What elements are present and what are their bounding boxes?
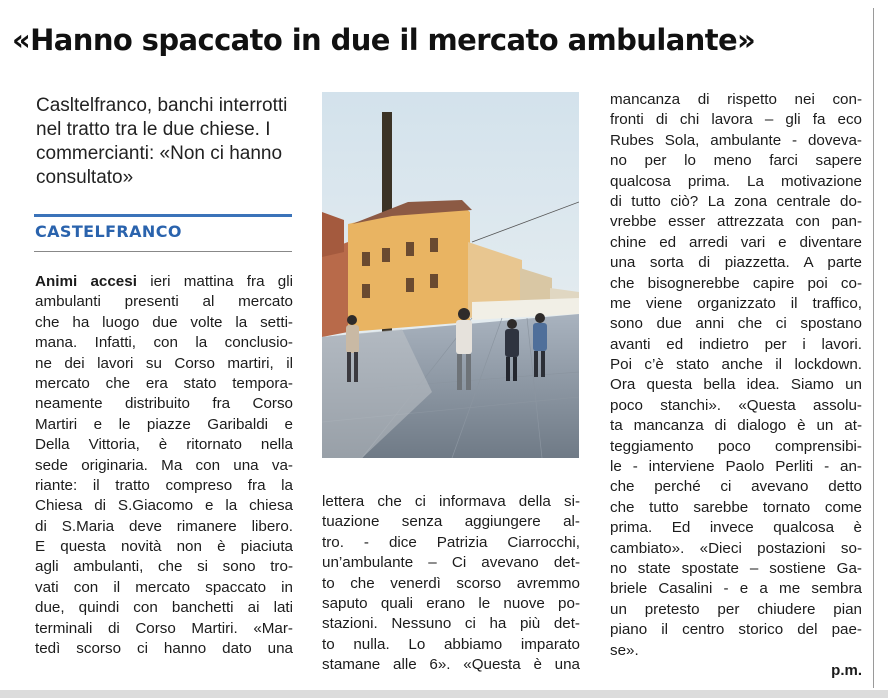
column-2-line: stazioni. Nessuno ci ha più det-: [322, 615, 580, 633]
column-3-line: cambiato». «Dieci postazioni so-: [610, 539, 862, 557]
column-1-line: due, quindi con banchetti ai lati: [35, 599, 293, 617]
column-1-line: mercato che era stato tempora-: [35, 374, 293, 392]
column-2-line: tro. - dice Patrizia Ciarrocchi,: [322, 533, 580, 551]
column-3-line: una sorta di piazzetta. A parte: [610, 254, 862, 272]
column-1-line: tedì scorso ci hanno dato una: [35, 640, 293, 658]
kicker-top-rule: [34, 214, 292, 217]
author-signature: p.m.: [831, 662, 862, 679]
column-3-line: Ora questa bella idea. Siamo un: [610, 376, 862, 394]
column-3-line: le - interviene Paolo Perliti - an-: [610, 458, 862, 476]
column-3-line: avanti ed indietro per i lavori.: [610, 335, 862, 353]
column-border: [873, 8, 874, 688]
column-3-line: briele Casalini - e a me sembra: [610, 580, 862, 598]
column-1-line: di S.Maria deve rimanere libero.: [35, 517, 293, 535]
column-1-line: mana. Infatti, con la conclusio-: [35, 334, 293, 352]
column-1-line: ieri mattina fra gli: [136, 273, 293, 290]
column-2-line: to nulla. Lo abbiamo imparato: [322, 635, 580, 653]
column-3-line: qualcosa prima. La motivazione: [610, 172, 862, 190]
column-1-first-line: [35, 272, 293, 292]
photo-illustration: [322, 92, 579, 458]
column-3-line: piano il centro storico del pae-: [610, 621, 862, 639]
lead-words: Animi accesi: [35, 273, 137, 290]
column-3-line: che tutto sarebbe tornato come: [610, 498, 862, 516]
column-3-line: no state spostate – sostiene Ga-: [610, 559, 862, 577]
column-1-line: Della Vittoria, è ritornato nella: [35, 436, 293, 454]
page-bottom-edge: [0, 690, 888, 698]
column-1-line: vati con il mercato spaccato in: [35, 578, 293, 596]
column-1-line: che ha luogo due volte la setti-: [35, 313, 293, 331]
column-2-line: stamane alle 6». «Questa è una: [322, 656, 580, 674]
column-1-line: E questa novità non è piaciuta: [35, 538, 293, 556]
column-3-line: di tutto ciò? La zona centrale do-: [610, 192, 862, 210]
market-street-photo: [322, 92, 579, 458]
column-2-line: saputo quali erano le nuove po-: [322, 594, 580, 612]
column-1-line: sede originaria. Ma con una va-: [35, 456, 293, 474]
article-column-3: [610, 90, 862, 661]
column-3-line: no per lo meno farci sapere: [610, 152, 862, 170]
column-3-line: Poi c’è stato anche il lockdown.: [610, 356, 862, 374]
kicker-bottom-rule: [34, 251, 292, 252]
column-3-line: fronti di chi lavora – gli fa eco: [610, 111, 862, 129]
column-1-line: neamente distribuito fra Corso: [35, 395, 293, 413]
column-3-line: mancanza di rispetto nei con-: [610, 91, 862, 108]
column-3-line: un pretesto per chiudere pian: [610, 600, 862, 618]
column-3-line: chine ed arredi vari e diventare: [610, 233, 862, 251]
column-1-line: Chiesa di S.Giacomo e la chiesa: [35, 497, 293, 515]
article-column-1: [35, 272, 293, 659]
headline: «Hanno spaccato in due il mercato ambulante»: [12, 23, 756, 57]
column-3-line: poco stanchi». «Questa assolu-: [610, 396, 862, 414]
column-3-line: se».: [610, 641, 639, 659]
column-1-line: agli ambulanti, che si sono tro-: [35, 558, 293, 576]
column-1-line: ne dei lavori su Corso martiri, il: [35, 354, 293, 372]
column-3-line: che perché ci avevano detto: [610, 478, 862, 496]
column-3-line: Rubes Sola, ambulante - doveva-: [610, 131, 862, 149]
column-2-line: un’ambulante – Ci avevano det-: [322, 554, 580, 572]
column-1-line: ambulanti presenti al mercato: [35, 293, 293, 311]
section-kicker: CASTELFRANCO: [35, 222, 182, 241]
column-2-line: to che venerdì scorso avremmo: [322, 574, 580, 592]
column-3-line: sono due anni che ci spostano: [610, 315, 862, 333]
column-2-line: lettera che ci informava della si-: [322, 493, 580, 510]
column-3-line: che bisognerebbe capire poi co-: [610, 274, 862, 292]
column-3-line: vrebbe esser attrezzata con pan-: [610, 213, 862, 231]
column-1-line: Martiri e le piazze Garibaldi e: [35, 415, 293, 433]
column-3-line: teggiamento poco comprensibi-: [610, 437, 862, 455]
article-column-2: [322, 492, 580, 676]
column-1-line: riante: il tratto compreso fra la: [35, 476, 293, 494]
column-1-line: terminali di Corso Martiri. «Mar-: [35, 619, 293, 637]
subheadline: Casltelfranco, banchi interrotti nel tratto tra le due chiese. I commercianti: «Non ci hanno consultato»: [36, 95, 288, 188]
column-3-line: me viene organizzato il traffico,: [610, 294, 862, 312]
column-3-line: prima. Ed invece qualcosa è: [610, 519, 862, 537]
column-2-line: tuazione senza aggiungere al-: [322, 513, 580, 531]
column-3-line: ta mancanza di dialogo è un at-: [610, 417, 862, 435]
